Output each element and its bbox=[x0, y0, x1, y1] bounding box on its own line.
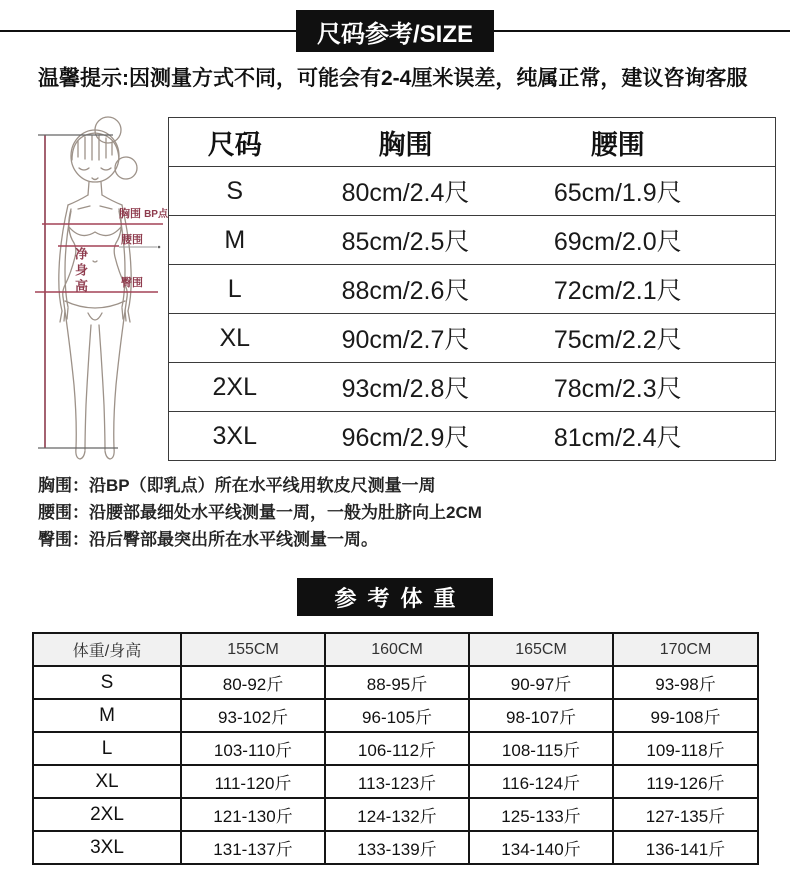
size-row bbox=[169, 314, 776, 363]
banner-line-left bbox=[0, 30, 296, 32]
weight-size-cell: M bbox=[33, 699, 181, 732]
hip-label-text: 臀围 bbox=[121, 277, 143, 289]
weight-size-cell: L bbox=[33, 732, 181, 765]
weight-value-cell: 93-98斤 bbox=[613, 666, 758, 699]
size-reference-banner bbox=[0, 10, 790, 52]
weight-value-cell: 88-95斤 bbox=[325, 666, 469, 699]
size-row bbox=[169, 216, 776, 265]
weight-value-cell: 90-97斤 bbox=[469, 666, 613, 699]
bust-label-text: 胸围 bbox=[119, 208, 141, 220]
bust-point-label: BP点 bbox=[144, 209, 168, 220]
height-col-header: 160CM bbox=[325, 633, 469, 666]
waist-label bbox=[121, 231, 143, 247]
weight-row bbox=[33, 765, 758, 798]
weight-value-cell: 111-120斤 bbox=[181, 765, 325, 798]
note-text: 沿腰部最细处水平线测量一周，一般为肚脐向上2CM bbox=[89, 503, 482, 522]
size-cell: 3XL bbox=[169, 412, 301, 461]
weight-value-cell: 99-108斤 bbox=[613, 699, 758, 732]
weight-value-cell: 136-141斤 bbox=[613, 831, 758, 864]
size-row bbox=[169, 265, 776, 314]
note-line bbox=[38, 472, 482, 499]
waist-cell: 78cm/2.3尺 bbox=[531, 363, 776, 412]
weight-row bbox=[33, 831, 758, 864]
size-banner-title: 尺码参考/SIZE bbox=[316, 20, 473, 48]
bust-label bbox=[119, 205, 168, 221]
bust-cell: 90cm/2.7尺 bbox=[301, 314, 531, 363]
size-cell: S bbox=[169, 167, 301, 216]
bust-cell: 96cm/2.9尺 bbox=[301, 412, 531, 461]
size-col-header: 尺码 bbox=[169, 118, 301, 167]
weight-value-cell: 133-139斤 bbox=[325, 831, 469, 864]
size-cell: L bbox=[169, 265, 301, 314]
banner-line-right bbox=[494, 30, 790, 32]
size-cell: XL bbox=[169, 314, 301, 363]
weight-value-cell: 125-133斤 bbox=[469, 798, 613, 831]
weight-value-cell: 119-126斤 bbox=[613, 765, 758, 798]
weight-value-cell: 127-135斤 bbox=[613, 798, 758, 831]
weight-size-cell: 2XL bbox=[33, 798, 181, 831]
height-col-header: 165CM bbox=[469, 633, 613, 666]
waist-cell: 65cm/1.9尺 bbox=[531, 167, 776, 216]
size-table bbox=[168, 117, 776, 461]
size-cell: 2XL bbox=[169, 363, 301, 412]
note-text: 沿后臀部最突出所在水平线测量一周。 bbox=[89, 530, 378, 549]
hip-label bbox=[121, 274, 143, 290]
weight-value-cell: 98-107斤 bbox=[469, 699, 613, 732]
waist-cell: 75cm/2.2尺 bbox=[531, 314, 776, 363]
weight-reference-banner bbox=[0, 578, 790, 616]
size-row bbox=[169, 412, 776, 461]
figure-svg bbox=[15, 115, 185, 465]
weight-row bbox=[33, 798, 758, 831]
weight-value-cell: 121-130斤 bbox=[181, 798, 325, 831]
weight-size-cell: 3XL bbox=[33, 831, 181, 864]
body-measurement-figure bbox=[15, 115, 185, 465]
size-row bbox=[169, 363, 776, 412]
bust-col-header: 胸围 bbox=[301, 118, 531, 167]
size-row bbox=[169, 167, 776, 216]
note-label: 臀围： bbox=[38, 530, 89, 549]
weight-row bbox=[33, 699, 758, 732]
weight-row bbox=[33, 732, 758, 765]
weight-size-cell: XL bbox=[33, 765, 181, 798]
note-text: 沿BP（即乳点）所在水平线用软皮尺测量一周 bbox=[89, 476, 436, 495]
measurement-notice bbox=[38, 62, 756, 92]
weight-banner-title: 参考体重 bbox=[334, 585, 467, 611]
weight-row bbox=[33, 666, 758, 699]
note-label: 胸围： bbox=[38, 476, 89, 495]
note-line bbox=[38, 526, 482, 553]
weight-header-row bbox=[33, 633, 758, 666]
waist-cell: 72cm/2.1尺 bbox=[531, 265, 776, 314]
bust-cell: 85cm/2.5尺 bbox=[301, 216, 531, 265]
weight-value-cell: 106-112斤 bbox=[325, 732, 469, 765]
notice-emphasis: 建议咨询客服 bbox=[621, 67, 748, 90]
height-col-header: 155CM bbox=[181, 633, 325, 666]
weight-value-cell: 134-140斤 bbox=[469, 831, 613, 864]
weight-size-cell: S bbox=[33, 666, 181, 699]
banner-box bbox=[296, 10, 494, 52]
waist-col-header: 腰围 bbox=[531, 118, 776, 167]
height-col-header: 170CM bbox=[613, 633, 758, 666]
measure-notes bbox=[38, 472, 482, 553]
weight-value-cell: 108-115斤 bbox=[469, 732, 613, 765]
weight-value-cell: 80-92斤 bbox=[181, 666, 325, 699]
waist-cell: 81cm/2.4尺 bbox=[531, 412, 776, 461]
notice-text: 温馨提示:因测量方式不同，可能会有2-4厘米误差，纯属正常， bbox=[38, 67, 622, 90]
weight-value-cell: 124-132斤 bbox=[325, 798, 469, 831]
note-label: 腰围： bbox=[38, 503, 89, 522]
weight-value-cell: 93-102斤 bbox=[181, 699, 325, 732]
weight-table bbox=[32, 632, 759, 865]
size-table-header-row bbox=[169, 118, 776, 167]
weight-banner-box bbox=[297, 578, 493, 616]
note-line bbox=[38, 499, 482, 526]
weight-value-cell: 109-118斤 bbox=[613, 732, 758, 765]
bust-cell: 88cm/2.6尺 bbox=[301, 265, 531, 314]
weight-height-header: 体重/身高 bbox=[33, 633, 181, 666]
bust-cell: 93cm/2.8尺 bbox=[301, 363, 531, 412]
weight-value-cell: 131-137斤 bbox=[181, 831, 325, 864]
weight-value-cell: 96-105斤 bbox=[325, 699, 469, 732]
weight-value-cell: 113-123斤 bbox=[325, 765, 469, 798]
waist-cell: 69cm/2.0尺 bbox=[531, 216, 776, 265]
bust-cell: 80cm/2.4尺 bbox=[301, 167, 531, 216]
weight-value-cell: 116-124斤 bbox=[469, 765, 613, 798]
weight-value-cell: 103-110斤 bbox=[181, 732, 325, 765]
waist-label-text: 腰围 bbox=[121, 234, 143, 246]
size-cell: M bbox=[169, 216, 301, 265]
height-label: 净身高 bbox=[73, 247, 88, 295]
